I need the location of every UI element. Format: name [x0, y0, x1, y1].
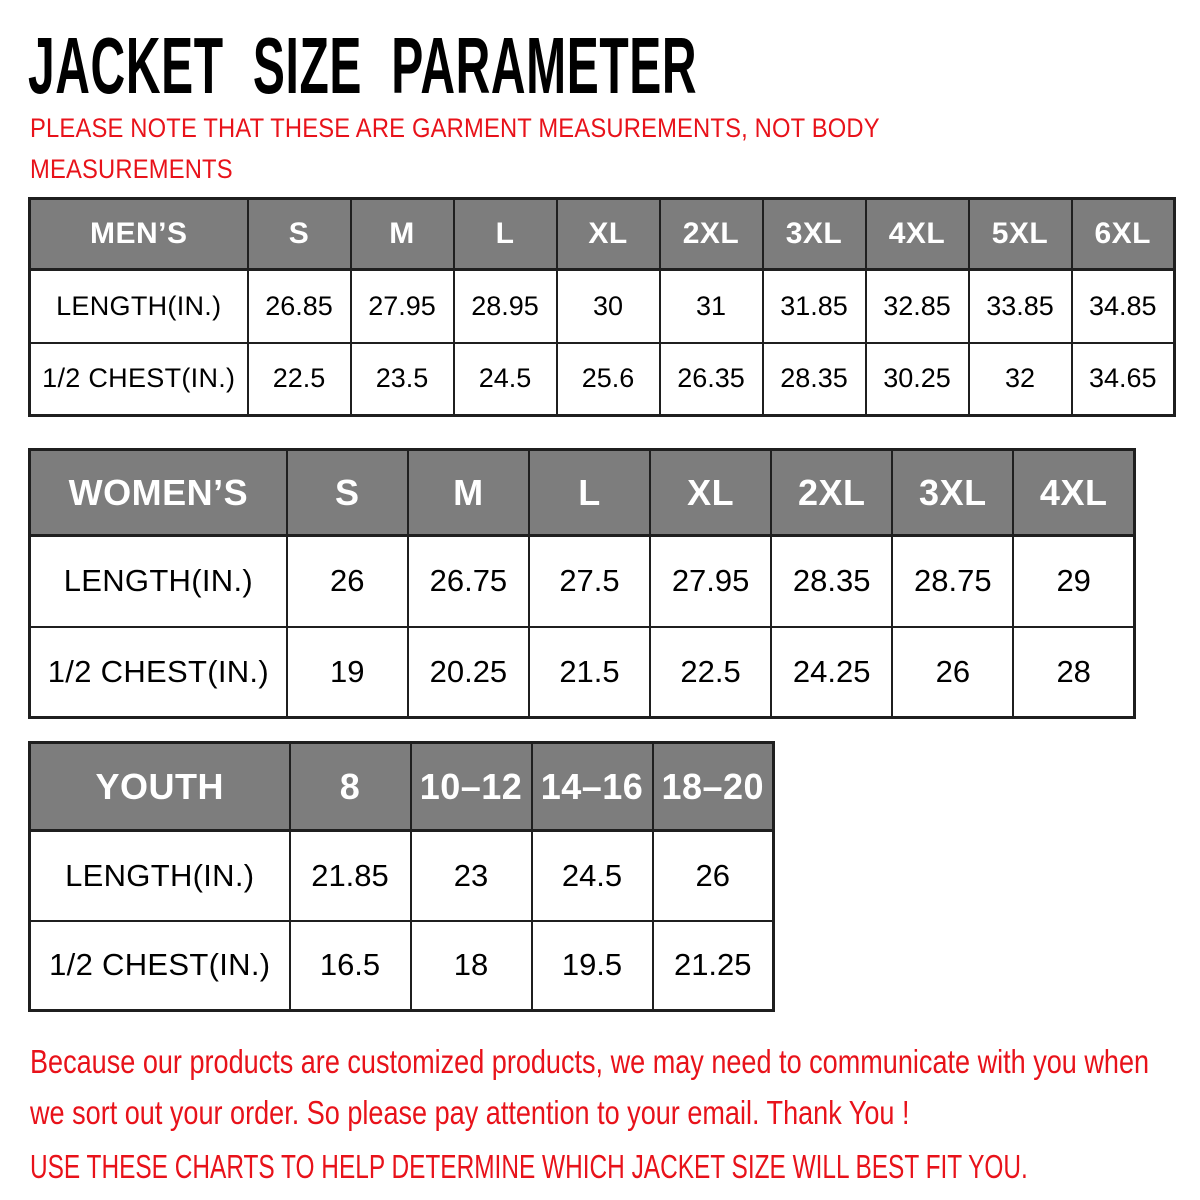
- womens-size-header: 2XL: [771, 450, 892, 536]
- mens-length-row: [30, 270, 1175, 343]
- youth-length-value: 23: [411, 831, 532, 921]
- youth-chest-label: 1/2 CHEST(IN.): [30, 921, 290, 1011]
- mens-length-value: 26.85: [248, 270, 351, 343]
- mens-length-value: 34.85: [1072, 270, 1175, 343]
- mens-length-value: 31.85: [763, 270, 866, 343]
- womens-length-row: [30, 536, 1135, 627]
- youth-size-header: 14–16: [532, 743, 653, 831]
- mens-chest-value: 30.25: [866, 343, 969, 416]
- mens-length-value: 27.95: [351, 270, 454, 343]
- mens-chest-value: 34.65: [1072, 343, 1175, 416]
- mens-size-header: 4XL: [866, 199, 969, 270]
- youth-header-row: [30, 743, 774, 831]
- womens-length-value: 27.5: [529, 536, 650, 627]
- chart-usage-caption: USE THESE CHARTS TO HELP DETERMINE WHICH JACKET SIZE WILL BEST FIT YOU.: [30, 1148, 1028, 1186]
- youth-chest-value: 21.25: [653, 921, 774, 1011]
- womens-header-row: [30, 450, 1135, 536]
- mens-chest-value: 24.5: [454, 343, 557, 416]
- mens-chest-label: 1/2 CHEST(IN.): [30, 343, 248, 416]
- youth-size-table: [28, 741, 775, 1012]
- womens-chest-value: 28: [1013, 627, 1134, 718]
- mens-length-value: 32.85: [866, 270, 969, 343]
- womens-size-header: 3XL: [892, 450, 1013, 536]
- mens-chest-row: [30, 343, 1175, 416]
- mens-length-label: LENGTH(IN.): [30, 270, 248, 343]
- youth-length-value: 24.5: [532, 831, 653, 921]
- youth-chest-value: 18: [411, 921, 532, 1011]
- youth-chest-value: 16.5: [290, 921, 411, 1011]
- mens-header-row: [30, 199, 1175, 270]
- womens-length-value: 29: [1013, 536, 1134, 627]
- womens-chest-value: 24.25: [771, 627, 892, 718]
- youth-size-header: 10–12: [411, 743, 532, 831]
- mens-size-header: XL: [557, 199, 660, 270]
- womens-table-title: WOMEN’S: [30, 450, 287, 536]
- womens-size-header: L: [529, 450, 650, 536]
- womens-chest-value: 20.25: [408, 627, 529, 718]
- womens-length-value: 28.75: [892, 536, 1013, 627]
- womens-size-table: [28, 448, 1136, 719]
- mens-chest-value: 25.6: [557, 343, 660, 416]
- mens-size-header: L: [454, 199, 557, 270]
- mens-size-header: 2XL: [660, 199, 763, 270]
- womens-length-value: 28.35: [771, 536, 892, 627]
- mens-chest-value: 28.35: [763, 343, 866, 416]
- womens-chest-label: 1/2 CHEST(IN.): [30, 627, 287, 718]
- mens-chest-value: 26.35: [660, 343, 763, 416]
- womens-chest-value: 22.5: [650, 627, 771, 718]
- womens-length-value: 26: [287, 536, 408, 627]
- womens-length-value: 26.75: [408, 536, 529, 627]
- mens-length-value: 30: [557, 270, 660, 343]
- womens-length-value: 27.95: [650, 536, 771, 627]
- youth-length-value: 21.85: [290, 831, 411, 921]
- mens-length-value: 33.85: [969, 270, 1072, 343]
- youth-length-label: LENGTH(IN.): [30, 831, 290, 921]
- youth-size-header: 18–20: [653, 743, 774, 831]
- youth-chest-row: [30, 921, 774, 1011]
- youth-length-row: [30, 831, 774, 921]
- mens-length-value: 31: [660, 270, 763, 343]
- womens-length-label: LENGTH(IN.): [30, 536, 287, 627]
- womens-size-header: XL: [650, 450, 771, 536]
- page-title: JACKET SIZE PARAMETER: [28, 21, 698, 110]
- womens-chest-value: 19: [287, 627, 408, 718]
- youth-length-value: 26: [653, 831, 774, 921]
- mens-size-header: 3XL: [763, 199, 866, 270]
- mens-chest-value: 22.5: [248, 343, 351, 416]
- womens-chest-value: 26: [892, 627, 1013, 718]
- mens-size-table: [28, 197, 1176, 417]
- womens-chest-row: [30, 627, 1135, 718]
- garment-measurement-note: PLEASE NOTE THAT THESE ARE GARMENT MEASUREMENTS, NOT BODY MEASUREMENTS: [30, 113, 880, 184]
- mens-length-value: 28.95: [454, 270, 557, 343]
- youth-table-title: YOUTH: [30, 743, 290, 831]
- mens-size-header: 6XL: [1072, 199, 1175, 270]
- mens-size-header: M: [351, 199, 454, 270]
- womens-size-header: 4XL: [1013, 450, 1134, 536]
- mens-chest-value: 23.5: [351, 343, 454, 416]
- mens-size-header: S: [248, 199, 351, 270]
- womens-size-header: M: [408, 450, 529, 536]
- youth-size-header: 8: [290, 743, 411, 831]
- mens-size-header: 5XL: [969, 199, 1072, 270]
- customization-notice: Because our products are customized products, we may need to communicate with you when we sort out your order. So please pay attention to your email. Thank You !: [30, 1043, 1150, 1132]
- womens-chest-value: 21.5: [529, 627, 650, 718]
- youth-chest-value: 19.5: [532, 921, 653, 1011]
- womens-size-header: S: [287, 450, 408, 536]
- mens-chest-value: 32: [969, 343, 1072, 416]
- mens-table-title: MEN’S: [30, 199, 248, 270]
